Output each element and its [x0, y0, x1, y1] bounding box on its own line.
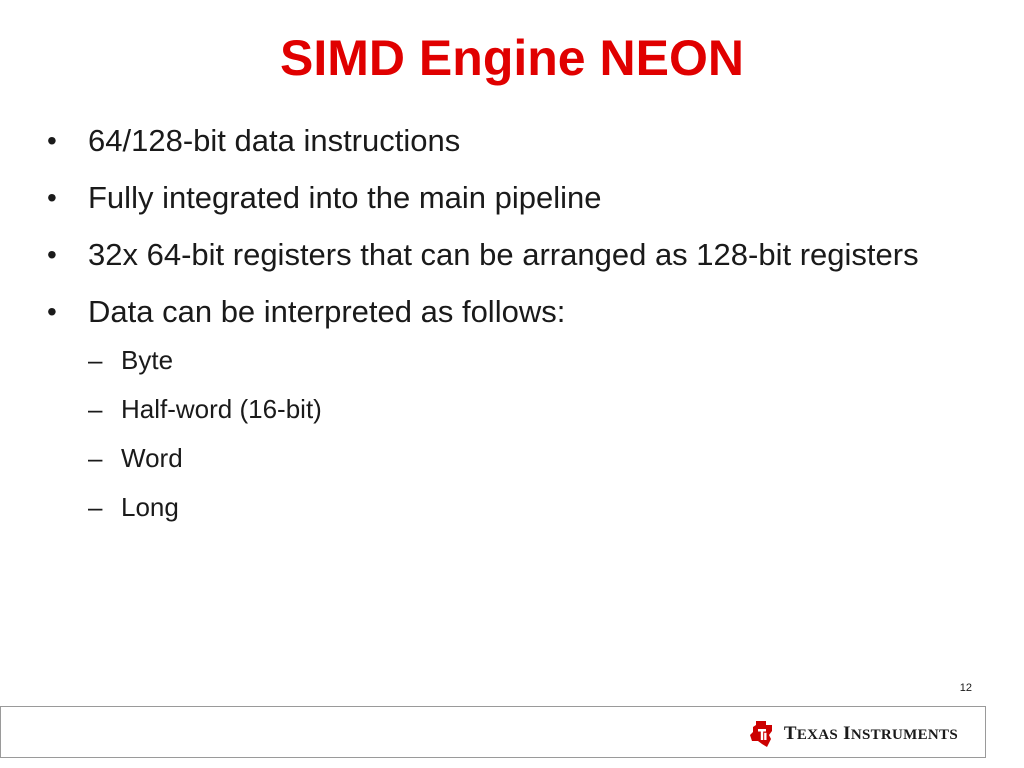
bullet-item — [40, 289, 970, 526]
bullet-text: Fully integrated into the main pipeline — [88, 180, 602, 215]
sub-bullet-item — [88, 341, 970, 379]
bullet-marker: • — [47, 296, 57, 327]
sub-bullet-marker: – — [88, 492, 103, 522]
bullet-item — [40, 118, 970, 164]
sub-bullet-text: Long — [121, 492, 179, 522]
bullet-marker: • — [47, 239, 57, 270]
bullet-text: Data can be interpreted as follows: — [88, 294, 566, 329]
sub-bullet-item — [88, 390, 970, 428]
brand-wordmark: TEXAS INSTRUMENTS — [783, 723, 958, 744]
sub-bullet-text: Half-word (16-bit) — [121, 394, 322, 424]
sub-bullet-list — [88, 341, 970, 526]
sub-bullet-item — [88, 439, 970, 477]
sub-bullet-marker: – — [88, 394, 103, 424]
bullet-text: 64/128-bit data instructions — [88, 123, 461, 158]
sub-bullet-marker: – — [88, 345, 103, 375]
page-number: 12 — [959, 682, 972, 694]
sub-bullet-text: Byte — [121, 345, 174, 375]
ti-logo-icon — [747, 720, 775, 748]
bullet-marker: • — [47, 182, 57, 213]
brand-logo — [747, 720, 958, 748]
bullet-marker: • — [47, 125, 57, 156]
slide-title: SIMD Engine NEON — [280, 30, 744, 86]
sub-bullet-text: Word — [121, 443, 183, 473]
bullet-list — [40, 118, 970, 537]
bullet-item — [40, 232, 970, 278]
bullet-text: 32x 64-bit registers that can be arranged as 128-bit registers — [88, 237, 919, 272]
bullet-item — [40, 175, 970, 221]
sub-bullet-item — [88, 488, 970, 526]
sub-bullet-marker: – — [88, 443, 103, 473]
